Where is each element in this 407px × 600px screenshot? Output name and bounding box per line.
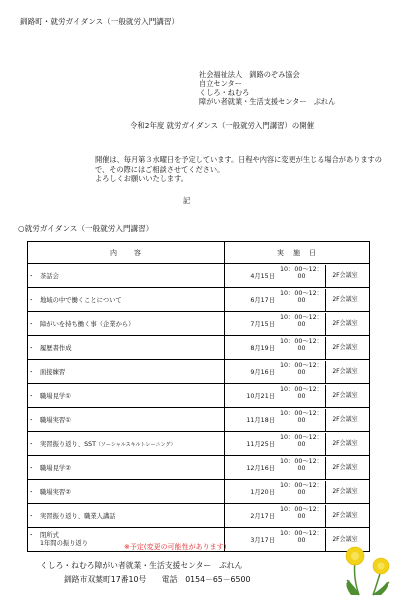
session-date: 2月17日10：00～12：00 2F会議室 — [225, 504, 370, 528]
session-date: 1月20日10：00～12：00 2F会議室 — [225, 480, 370, 504]
session-date: 12月16日10：00～12：00 2F会議室 — [225, 456, 370, 480]
session-date: 7月15日10：00～12：00 2F会議室 — [225, 312, 370, 336]
session-title: ・ 職場実習② — [28, 480, 225, 504]
session-date: 6月17日10：00～12：00 2F会議室 — [225, 288, 370, 312]
table-row — [28, 456, 370, 480]
organization-block — [199, 70, 335, 106]
footer-address: 釧路市双葉町17番10号 電話 0154－65－6500 — [64, 575, 251, 584]
dandelion-illustration — [329, 540, 401, 596]
header-date: 実 施 日 — [225, 242, 370, 264]
session-date: 8月19日10：00～12：00 2F会議室 — [225, 336, 370, 360]
session-title: ・ 閉所式 1年間の振り返り — [28, 528, 225, 552]
ki-marker: 記 — [183, 196, 191, 205]
table-row — [28, 408, 370, 432]
table-row — [28, 360, 370, 384]
session-title: ・ 職場見学② — [28, 456, 225, 480]
org-line-3: くしろ・ねむろ — [199, 88, 250, 97]
session-date: 9月16日10：00～12：00 2F会議室 — [225, 360, 370, 384]
session-title: ・ 面接練習 — [28, 360, 225, 384]
document-title: 令和2年度 就労ガイダンス（一般就労入門講習）の開催 — [130, 121, 315, 130]
header-title: 釧路町・就労ガイダンス（一般就労入門講習） — [20, 17, 180, 26]
table-row — [28, 336, 370, 360]
session-title: ・ 実習振り返り、SST（ソーシャルスキルトレーニング） — [28, 432, 225, 456]
session-date: 11月25日10：00～12：00 2F会議室 — [225, 432, 370, 456]
session-title: ・ 障がいを持ち働く事（企業から） — [28, 312, 225, 336]
table-row — [28, 264, 370, 288]
footer-organization: くしろ・ねむろ障がい者就業・生活支援センター ぷれん — [40, 561, 243, 570]
session-date: 11月18日10：00～12：00 2F会議室 — [225, 408, 370, 432]
table-header-row — [28, 242, 370, 264]
session-title: ・ 履歴書作成 — [28, 336, 225, 360]
table-row — [28, 288, 370, 312]
sst-note: （ソーシャルスキルトレーニング） — [95, 442, 176, 448]
org-line-2: 自立センター — [199, 79, 242, 88]
table-row — [28, 480, 370, 504]
section-title: ○就労ガイダンス（一般就労入門講習） — [18, 224, 154, 233]
org-line-1: 社会福祉法人 釧路のぞみ協会 — [199, 70, 300, 79]
schedule-table — [27, 241, 370, 552]
body-paragraph-2: よろしくお願いいたします。 — [95, 174, 188, 183]
session-title: ・ 茶話会 — [28, 264, 225, 288]
session-title: ・ 職場実習① — [28, 408, 225, 432]
table-row — [28, 504, 370, 528]
org-line-4: 障がい者就業・生活支援センター ぷれん — [199, 97, 336, 106]
table-row — [28, 384, 370, 408]
session-date: 4月15日10：00～12：00 2F会議室 — [225, 264, 370, 288]
session-title: ・ 実習振り返り、職業人講話 — [28, 504, 225, 528]
schedule-note: ※予定(変更の可能性があります) — [124, 543, 227, 551]
body-text — [95, 155, 395, 184]
header-content: 内 容 — [28, 242, 225, 264]
session-title: ・ 地域の中で働くことについて — [28, 288, 225, 312]
table-row — [28, 312, 370, 336]
session-date: 3月17日10：00～12：00 2F会議室 — [225, 528, 370, 552]
session-title: ・ 職場見学① — [28, 384, 225, 408]
table-row — [28, 432, 370, 456]
body-paragraph-1: 開催は、毎月第３水曜日を予定しています。日程や内容に変更が生じる場合がありますので、その際にはご相談させてください。 — [95, 155, 382, 174]
session-date: 10月21日10：00～12：00 2F会議室 — [225, 384, 370, 408]
